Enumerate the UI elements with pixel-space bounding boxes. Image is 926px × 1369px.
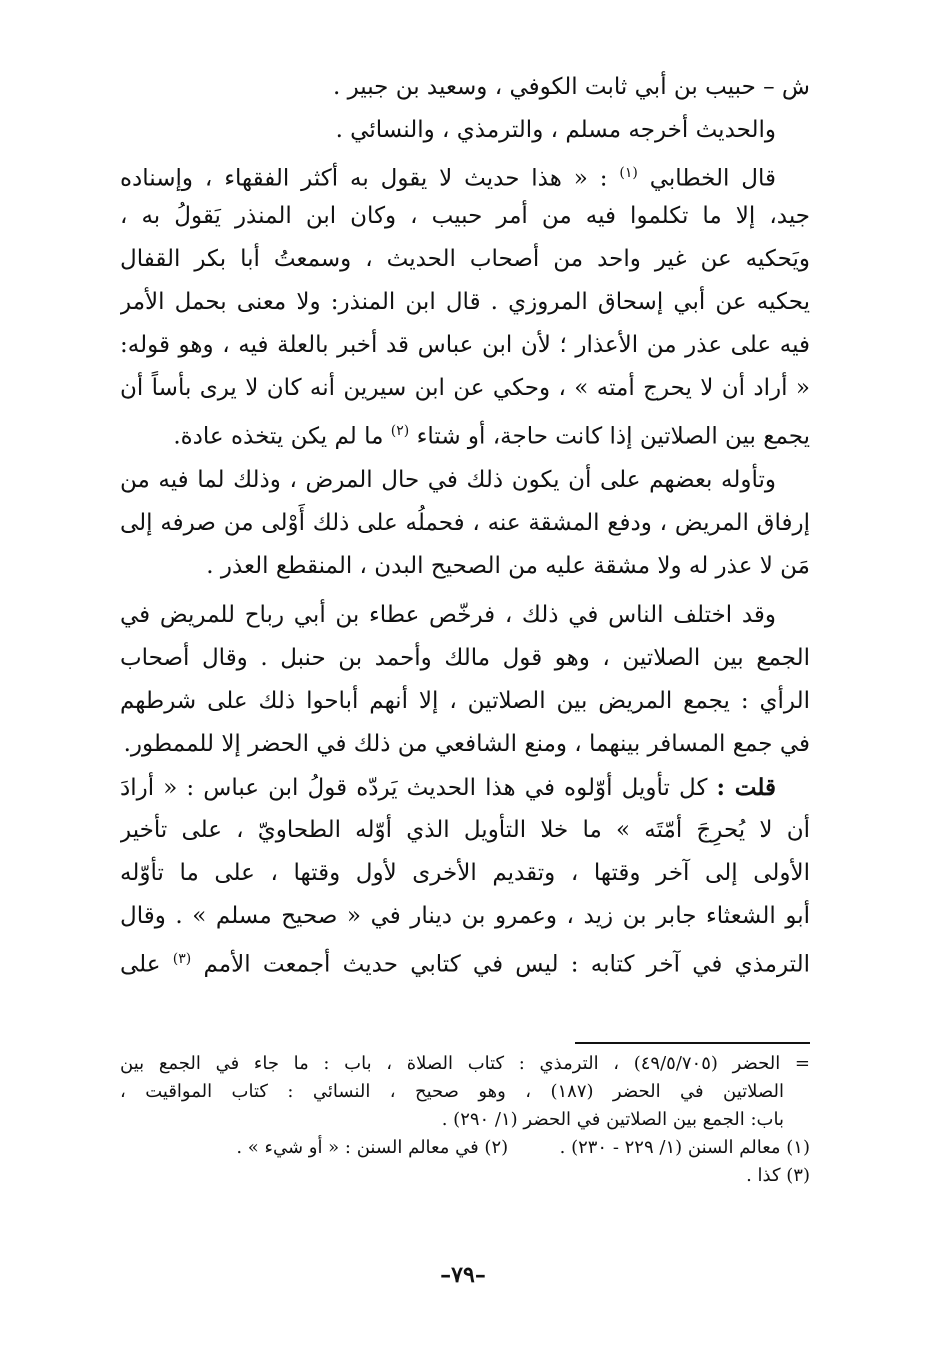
body-line bbox=[120, 766, 810, 809]
body-line: في جمع المسافر بينهما ، ومنع الشافعي من ذلك في الحضر إلا للممطور. bbox=[123, 731, 810, 757]
body-line: جيد، إلا ما تكلموا فيه من أمر حبيب ، وكان ابن المنذر يَقولُ به ، bbox=[120, 203, 810, 229]
footnote-3: (٣) كذا . bbox=[746, 1165, 810, 1186]
body-line: فيه على عذر من الأعذار ؛ لأن ابن عباس قد أخبر بالعلة فيه ، وهو قوله: bbox=[120, 332, 810, 358]
body-line: والحديث أخرجه مسلم ، والترمذي ، والنسائي . bbox=[335, 117, 776, 143]
body-line bbox=[120, 938, 810, 981]
body-line: ش – حبيب بن أبي ثابت الكوفي ، وسعيد بن جبير . bbox=[332, 74, 810, 100]
footnote-ref[interactable]: (١) bbox=[619, 165, 638, 181]
footnote-line: = الحضر (٤٩/٥/٧٠٥) ، الترمذي : كتاب الصلاة ، باب : ما جاء في الجمع بين bbox=[120, 1053, 810, 1074]
text-run: كل تأويل أوّلوه في هذا الحديث يَردّه قولُ ابن عباس : « أرادَ bbox=[120, 775, 708, 801]
footnote-line: باب: الجمع بين الصلاتين في الحضر (١/ ٢٩٠) . bbox=[441, 1109, 784, 1130]
body-line: يحكيه عن أبي إسحاق المروزي . قال ابن المنذر: ولا معنى بحمل الأمر bbox=[120, 289, 810, 315]
body-line: أبو الشعثاء جابر بن زيد ، وعمرو بن دينار في « صحيح مسلم » . وقال bbox=[120, 903, 810, 929]
text-run: على bbox=[120, 951, 161, 978]
footnote-ref[interactable]: (٣) bbox=[172, 951, 192, 967]
text-run-bold: قلت : bbox=[716, 774, 776, 801]
footnote-line: الصلاتين في الحضر (١٨٧) ، وهو صحيح ، النسائي : كتاب المواقيت ، bbox=[120, 1081, 784, 1102]
body-line: وقد اختلف الناس في ذلك ، فرخّص عطاء بن أبي رباح للمريض في bbox=[120, 602, 776, 628]
page-number: –٧٩– bbox=[440, 1262, 486, 1288]
body-line: ويَحكيه عن غير واحد من أصحاب الحديث ، وسمعتُ أبا بكر القفال bbox=[120, 246, 810, 272]
footnote-divider bbox=[575, 1042, 810, 1044]
text-run: ما لم يكن يتخذه عادة. bbox=[173, 423, 384, 450]
body-line: الجمع بين الصلاتين ، وهو قول مالك وأحمد بن حنبل . وقال أصحاب bbox=[120, 645, 810, 671]
main-text bbox=[120, 66, 810, 981]
text-run: قال الخطابي bbox=[649, 165, 777, 192]
footnote-1: (١) معالم السنن (١/ ٢٢٩ - ٢٣٠) . bbox=[559, 1137, 810, 1158]
body-line bbox=[120, 410, 810, 453]
body-line: الأولى إلى آخر وقتها ، وتقديم الأخرى لأول وقتها ، على ما تأوّله bbox=[120, 860, 810, 886]
footnote-line bbox=[120, 1134, 810, 1162]
footnotes bbox=[120, 1050, 810, 1190]
body-line: « أراد أن لا يحرج أمته » ، وحكي عن ابن سيرين أنه كان لا يرى بأساً أن bbox=[120, 375, 810, 401]
text-run: يجمع بين الصلاتين إذا كانت حاجة، أو شتاء bbox=[416, 423, 810, 450]
footnote-2: (٢) في معالم السنن : « أو شيء » . bbox=[236, 1137, 509, 1158]
body-line: الرأي : يجمع المريض بين الصلاتين ، إلا أنهم أباحوا ذلك على شرطهم bbox=[120, 688, 810, 714]
body-line: إرفاق المريض ، ودفع المشقة عنه ، فحملُه على ذلك أَوْلى من صرفه إلى bbox=[120, 510, 810, 536]
text-run: : « هذا حديث لا يقول به أكثر الفقهاء ، وإسناده bbox=[120, 165, 608, 192]
text-run: الترمذي في آخر كتابه : ليس في كتابي حديث أجمعت الأمم bbox=[203, 951, 810, 978]
body-line bbox=[120, 152, 810, 195]
footnote-ref[interactable]: (٢) bbox=[390, 423, 410, 439]
body-line: وتأوله بعضهم على أن يكون ذلك في حال المرض ، وذلك لما فيه من bbox=[120, 467, 776, 493]
body-line: أن لا يُحرِجَ أمّتَه » ما خلا التأويل الذي أوّله الطحاويّ ، على تأخير bbox=[120, 817, 810, 843]
body-line: مَن لا عذر له ولا مشقة عليه من الصحيح البدن ، المنقطع العذر . bbox=[206, 553, 810, 579]
